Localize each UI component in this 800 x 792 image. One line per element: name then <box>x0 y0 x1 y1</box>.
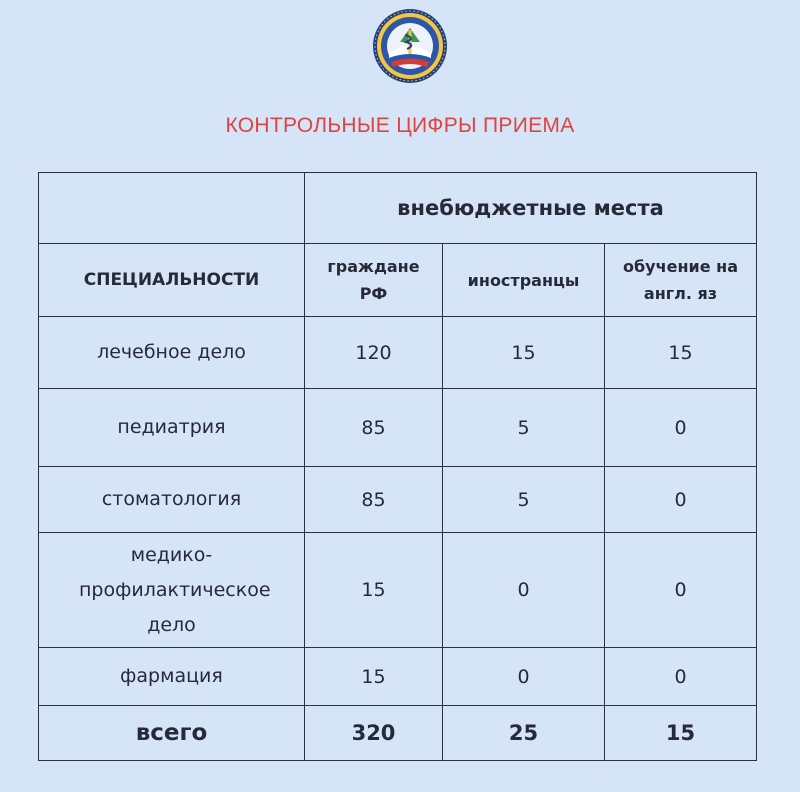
table-header-group-row <box>39 173 757 244</box>
total-foreigners: 25 <box>443 706 605 761</box>
table-row <box>39 533 757 648</box>
specialty-header: СПЕЦИАЛЬНОСТИ <box>39 244 305 317</box>
column-header-citizens: граждане РФ <box>305 244 443 317</box>
admission-quota-table <box>38 172 757 761</box>
value-english: 0 <box>605 648 757 706</box>
value-english: 0 <box>605 467 757 533</box>
specialty-name: лечебное дело <box>39 317 305 389</box>
specialty-name: педиатрия <box>39 389 305 467</box>
value-citizens: 85 <box>305 389 443 467</box>
value-foreigners: 0 <box>443 648 605 706</box>
total-english: 15 <box>605 706 757 761</box>
table-header-row <box>39 244 757 317</box>
group-header: внебюджетные места <box>305 173 757 244</box>
total-row <box>39 706 757 761</box>
specialty-name: медико-профилактическое дело <box>39 533 305 648</box>
table-row <box>39 648 757 706</box>
column-header-foreigners: иностранцы <box>443 244 605 317</box>
table-row <box>39 389 757 467</box>
value-english: 0 <box>605 533 757 648</box>
specialty-name: стоматология <box>39 467 305 533</box>
empty-corner-cell <box>39 173 305 244</box>
column-header-english: обучение на англ. яз <box>605 244 757 317</box>
value-citizens: 15 <box>305 533 443 648</box>
value-citizens: 85 <box>305 467 443 533</box>
page-title: КОНТРОЛЬНЫЕ ЦИФРЫ ПРИЕМА <box>225 114 575 137</box>
value-foreigners: 5 <box>443 389 605 467</box>
value-english: 0 <box>605 389 757 467</box>
total-label: всего <box>39 706 305 761</box>
value-citizens: 120 <box>305 317 443 389</box>
total-citizens: 320 <box>305 706 443 761</box>
value-foreigners: 15 <box>443 317 605 389</box>
value-foreigners: 0 <box>443 533 605 648</box>
table-row <box>39 467 757 533</box>
value-english: 15 <box>605 317 757 389</box>
specialty-name: фармация <box>39 648 305 706</box>
table-row <box>39 317 757 389</box>
value-foreigners: 5 <box>443 467 605 533</box>
university-emblem-icon <box>372 8 448 84</box>
value-citizens: 15 <box>305 648 443 706</box>
